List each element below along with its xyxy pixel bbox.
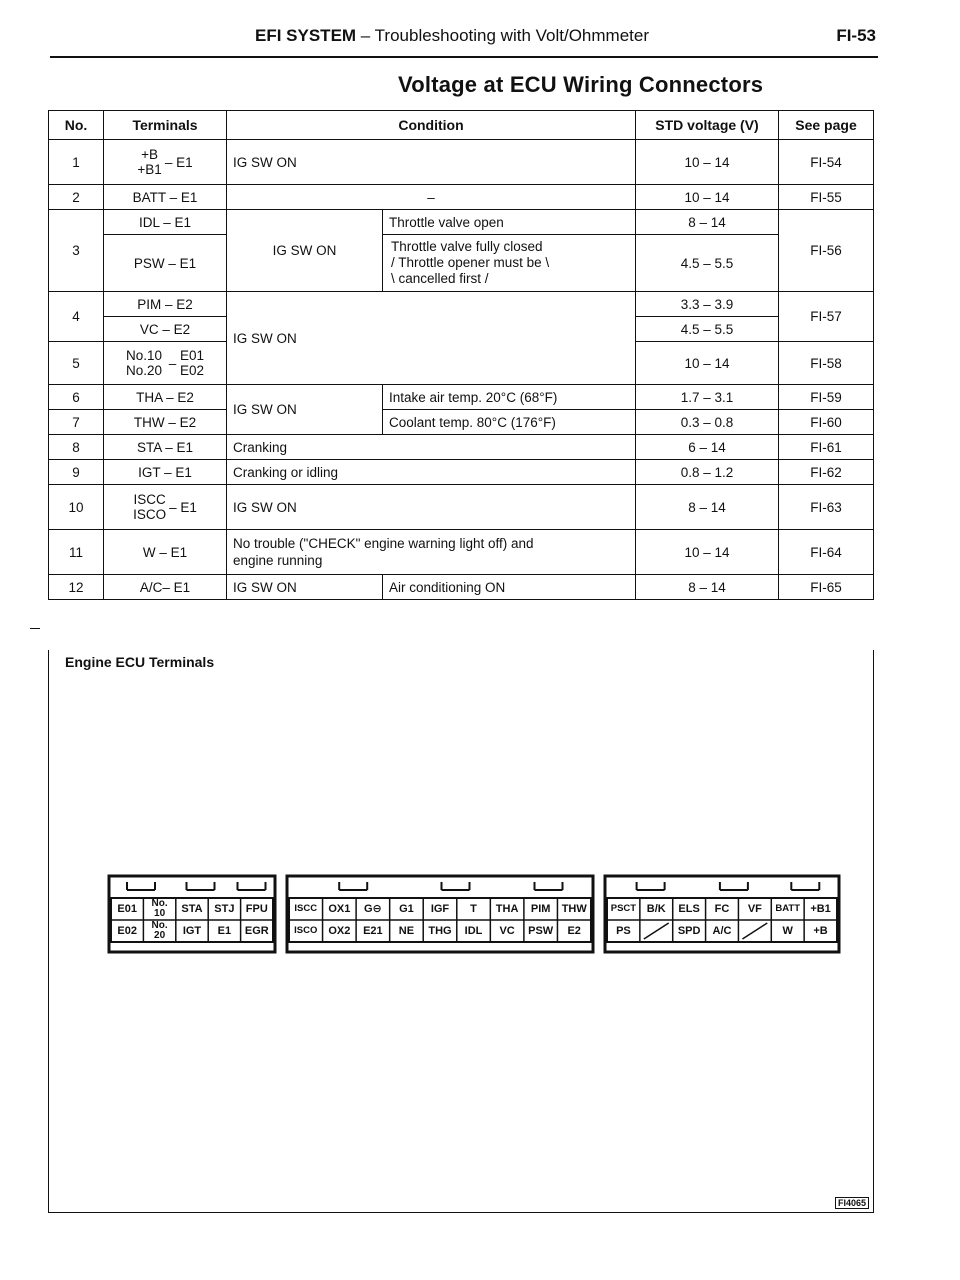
row-voltage: 10 – 14: [636, 140, 779, 185]
connector-pin: G⊖: [363, 903, 382, 915]
connector-outlines: [107, 870, 847, 970]
col-header-condition: Condition: [227, 111, 636, 140]
row-see-page: FI-56: [779, 210, 874, 292]
col-header-voltage: STD voltage (V): [636, 111, 779, 140]
row-no: 11: [49, 530, 104, 575]
connector-pin: VC: [499, 925, 515, 937]
table-row: [49, 435, 874, 460]
connector-pin: +B: [813, 925, 828, 937]
table-row: [49, 575, 874, 600]
row-condition: IG SW ON: [227, 575, 383, 600]
table-row: [49, 410, 874, 435]
connector-pin: E02: [117, 925, 137, 937]
table-row: [49, 140, 874, 185]
row-voltage: 10 – 14: [636, 342, 779, 385]
row-no: 7: [49, 410, 104, 435]
row-no: 10: [49, 485, 104, 530]
row-see-page: FI-55: [779, 185, 874, 210]
connector-pin: No. 20: [151, 920, 168, 941]
connector-pin: PIM: [530, 903, 551, 915]
connector-pin: IDL: [464, 925, 483, 937]
connector-pin: E01: [117, 903, 137, 915]
row-voltage: 1.7 – 3.1: [636, 385, 779, 410]
row-no: 3: [49, 210, 104, 292]
row-terminals: A/C– E1: [104, 575, 227, 600]
row-voltage: 6 – 14: [636, 435, 779, 460]
connector-pin: G1: [399, 903, 414, 915]
connector-pin: EGR: [244, 925, 269, 937]
row-terminals: PSW – E1: [104, 235, 227, 292]
connector-pin: IGF: [430, 903, 450, 915]
connector-pin: SPD: [677, 925, 701, 937]
figure-code: FI4065: [835, 1197, 869, 1209]
connector-pin: FPU: [245, 903, 268, 915]
connector-pin: NE: [398, 925, 415, 937]
header-title: [255, 26, 649, 46]
connector-pin: E21: [363, 925, 383, 937]
margin-mark: [30, 628, 40, 629]
row-voltage: 0.8 – 1.2: [636, 460, 779, 485]
row-sub-condition: Throttle valve open: [383, 210, 636, 235]
row-see-page: FI-62: [779, 460, 874, 485]
row-voltage: 8 – 14: [636, 210, 779, 235]
row-no: 6: [49, 385, 104, 410]
col-header-terminals: Terminals: [104, 111, 227, 140]
table-row: [49, 460, 874, 485]
row-terminals: BATT – E1: [104, 185, 227, 210]
connector-pin: E2: [567, 925, 581, 937]
connector-pin: THA: [495, 903, 519, 915]
connector-empty-pin: [644, 923, 669, 939]
connector-pin: OX2: [328, 925, 351, 937]
connector-pin: FC: [714, 903, 730, 915]
table-row: [49, 292, 874, 317]
connector-pin: THW: [561, 903, 587, 915]
row-see-page: FI-60: [779, 410, 874, 435]
row-condition: Cranking or idling: [227, 460, 636, 485]
table-row: [49, 385, 874, 410]
row-condition: Cranking: [227, 435, 636, 460]
connector-pin: PSCT: [610, 903, 637, 914]
row-condition: IG SW ON: [227, 210, 383, 292]
row-terminals: THA – E2: [104, 385, 227, 410]
connector-pin: T: [470, 903, 477, 915]
connector-pin: VF: [747, 903, 762, 915]
row-see-page: FI-65: [779, 575, 874, 600]
row-see-page: FI-57: [779, 292, 874, 342]
connector-pin: ISCC: [294, 903, 318, 914]
row-voltage: 0.3 – 0.8: [636, 410, 779, 435]
table-row: [49, 530, 874, 575]
connector-empty-pin: [742, 923, 767, 939]
row-terminals: ISCC ISCO – E1: [104, 485, 227, 530]
row-condition: –: [227, 185, 636, 210]
table-row: [49, 210, 874, 235]
row-voltage: 8 – 14: [636, 485, 779, 530]
row-terminals: +B +B1 – E1: [104, 140, 227, 185]
connector-pin: OX1: [328, 903, 351, 915]
row-condition: IG SW ON: [227, 385, 383, 435]
header-section: EFI SYSTEM: [255, 26, 357, 45]
row-see-page: FI-59: [779, 385, 874, 410]
row-condition: No trouble ("CHECK" engine warning light off) and engine running: [227, 530, 636, 575]
connector-pin: A/C: [712, 925, 732, 937]
ecu-connector-diagram: [107, 870, 847, 970]
row-terminals: IDL – E1: [104, 210, 227, 235]
row-terminals: PIM – E2: [104, 292, 227, 317]
table-row: [49, 235, 874, 292]
row-no: 5: [49, 342, 104, 385]
table-row: [49, 485, 874, 530]
row-no: 9: [49, 460, 104, 485]
row-see-page: FI-61: [779, 435, 874, 460]
row-sub-condition: Coolant temp. 80°C (176°F): [383, 410, 636, 435]
row-terminals: VC – E2: [104, 317, 227, 342]
connector-pin: B/K: [646, 903, 666, 915]
ecu-terminals-panel: [48, 650, 874, 1213]
row-voltage: 8 – 14: [636, 575, 779, 600]
header-subtitle: – Troubleshooting with Volt/Ohmmeter: [356, 26, 650, 45]
connector-pin: PSW: [528, 925, 554, 937]
row-sub-condition: Throttle valve fully closed / Throttle opener must be \ \ cancelled first /: [383, 235, 636, 292]
connector-pin: +B1: [810, 903, 831, 915]
row-see-page: FI-64: [779, 530, 874, 575]
connector-pin: E1: [217, 925, 232, 937]
row-condition: IG SW ON: [227, 140, 636, 185]
row-terminals: IGT – E1: [104, 460, 227, 485]
row-terminals: STA – E1: [104, 435, 227, 460]
row-voltage: 4.5 – 5.5: [636, 317, 779, 342]
voltage-table: [48, 110, 874, 600]
page-header: [50, 22, 878, 58]
connector-pin: PS: [616, 925, 631, 937]
row-voltage: 10 – 14: [636, 185, 779, 210]
row-no: 12: [49, 575, 104, 600]
row-sub-condition: Air conditioning ON: [383, 575, 636, 600]
row-no: 8: [49, 435, 104, 460]
col-header-no: No.: [49, 111, 104, 140]
row-voltage: 3.3 – 3.9: [636, 292, 779, 317]
connector-pin: THG: [428, 925, 452, 937]
row-see-page: FI-63: [779, 485, 874, 530]
panel-title: Engine ECU Terminals: [65, 654, 215, 670]
row-voltage: 10 – 14: [636, 530, 779, 575]
row-see-page: FI-54: [779, 140, 874, 185]
connector-pin: No. 10: [151, 898, 168, 919]
connector-pin: ISCO: [294, 925, 318, 936]
connector-pin: STA: [181, 903, 203, 915]
row-no: 4: [49, 292, 104, 342]
connector-pin: W: [782, 925, 793, 937]
row-terminals: W – E1: [104, 530, 227, 575]
row-condition: IG SW ON: [227, 292, 636, 385]
row-no: 2: [49, 185, 104, 210]
row-condition: IG SW ON: [227, 485, 636, 530]
connector-pin: ELS: [678, 903, 700, 915]
connector-pin: IGT: [182, 925, 202, 937]
col-header-see-page: See page: [779, 111, 874, 140]
table-header-row: [49, 111, 874, 140]
table-row: [49, 185, 874, 210]
terminal-stack: +B +B1: [137, 147, 162, 177]
connector-pin: STJ: [214, 903, 235, 915]
page-title: Voltage at ECU Wiring Connectors: [398, 72, 764, 97]
row-see-page: FI-58: [779, 342, 874, 385]
row-no: 1: [49, 140, 104, 185]
connector-pin: BATT: [775, 903, 801, 914]
row-terminals: No.10 No.20 – E01 E02: [104, 342, 227, 385]
row-voltage: 4.5 – 5.5: [636, 235, 779, 292]
row-sub-condition: Intake air temp. 20°C (68°F): [383, 385, 636, 410]
row-terminals: THW – E2: [104, 410, 227, 435]
page-number: FI-53: [836, 26, 876, 45]
